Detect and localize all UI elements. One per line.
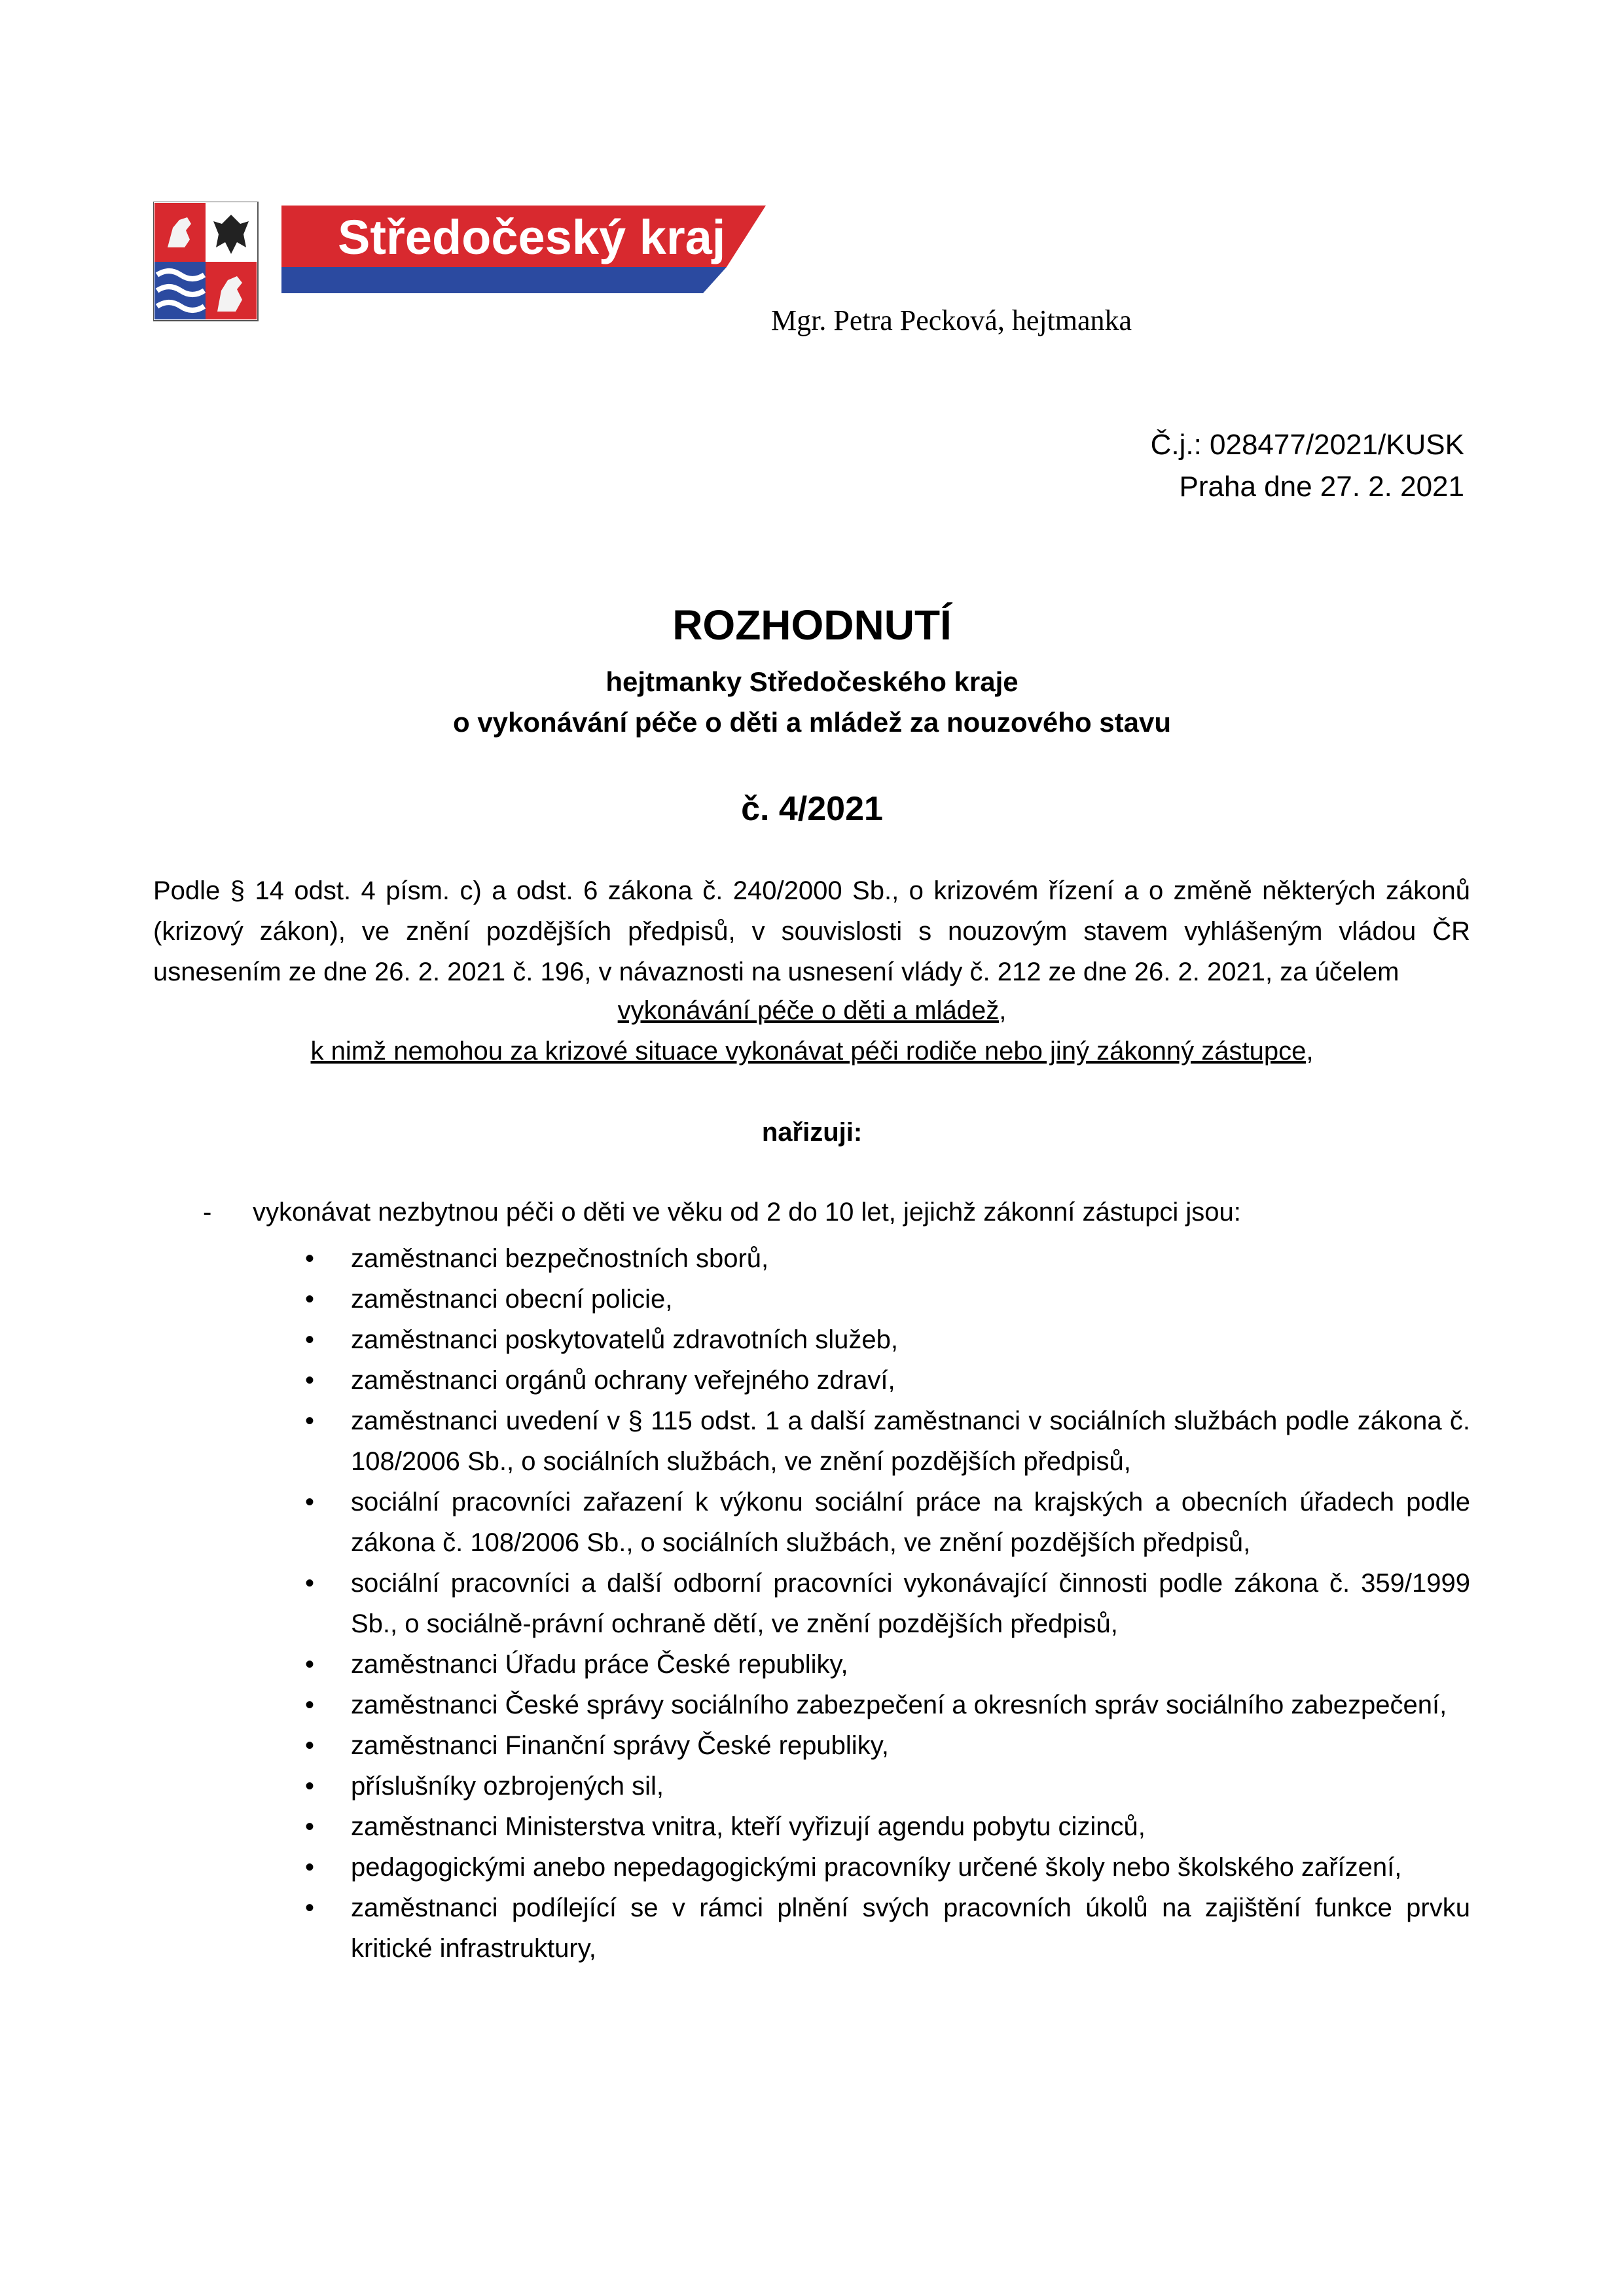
- purpose-line-2: k nimž nemohou za krizové situace vykonávat péči rodiče nebo jiný zákonný zástupce,: [310, 1037, 1314, 1066]
- bullet-icon: •: [305, 1772, 315, 1801]
- order-heading: nařizuji:: [761, 1118, 863, 1147]
- list-item: [301, 1806, 1470, 1847]
- list-item-text: sociální pracovníci a další odborní pracovníci vykonávající činnosti podle zákona č. 359/1999 Sb., o sociálně-právní ochraně dětí, ve znění pozdějších předpisů,: [351, 1569, 1470, 1638]
- bullet-list: [301, 1238, 1470, 1969]
- reference-block: [1151, 424, 1464, 508]
- bullet-icon: •: [305, 1650, 315, 1679]
- purpose-line-1: vykonávání péče o děti a mládež,: [617, 996, 1007, 1025]
- list-item-text: příslušníky ozbrojených sil,: [351, 1772, 664, 1801]
- list-item: [301, 1888, 1470, 1969]
- list-item: [301, 1847, 1470, 1888]
- bullet-icon: •: [305, 1691, 315, 1719]
- document-title: ROZHODNUTÍ: [672, 601, 952, 649]
- document-subtitle-2: o vykonávání péče o děti a mládež za nouzového stavu: [453, 707, 1171, 738]
- list-item-text: zaměstnanci poskytovatelů zdravotních služeb,: [351, 1325, 898, 1354]
- list-item: [301, 1279, 1470, 1319]
- list-item-text: zaměstnanci Úřadu práce České republiky,: [351, 1650, 848, 1679]
- coat-of-arms-icon: [153, 202, 258, 321]
- bullet-icon: •: [305, 1731, 315, 1760]
- bullet-icon: •: [305, 1569, 315, 1598]
- dash-marker: -: [203, 1198, 212, 1227]
- document-subtitle-1: hejtmanky Středočeského kraje: [605, 666, 1019, 697]
- list-item: [301, 1482, 1470, 1563]
- list-item-text: zaměstnanci Ministerstva vnitra, kteří vyřizují agendu pobytu cizinců,: [351, 1812, 1146, 1841]
- bullet-icon: •: [305, 1244, 315, 1273]
- bullet-icon: •: [305, 1853, 315, 1882]
- dash-item-text: vykonávat nezbytnou péči o děti ve věku od 2 do 10 let, jejichž zákonní zástupci jsou:: [253, 1198, 1241, 1227]
- list-item: [301, 1685, 1470, 1725]
- document-number: č. 4/2021: [741, 790, 883, 828]
- list-item-text: zaměstnanci České správy sociálního zabezpečení a okresních správ sociálního zabezpečení,: [351, 1691, 1447, 1719]
- document-date: Praha dne 27. 2. 2021: [1179, 471, 1464, 503]
- list-item: [301, 1319, 1470, 1360]
- list-item: [301, 1563, 1470, 1644]
- list-item-text: zaměstnanci obecní policie,: [351, 1285, 673, 1314]
- list-item-text: zaměstnanci uvedení v § 115 odst. 1 a další zaměstnanci v sociálních službách podle zákona č. 108/2006 Sb., o sociálních službách, ve znění pozdějších předpisů,: [351, 1407, 1470, 1476]
- list-item: [301, 1360, 1470, 1401]
- list-item-text: zaměstnanci podílející se v rámci plnění svých pracovních úkolů na zajištění funkce prvku kritické infrastruktury,: [351, 1893, 1470, 1963]
- list-item: [301, 1725, 1470, 1766]
- list-item: [301, 1401, 1470, 1482]
- bullet-icon: •: [305, 1366, 315, 1395]
- logo-text: Středočeský kraj: [338, 210, 726, 264]
- bullet-icon: •: [305, 1407, 315, 1435]
- list-item-text: pedagogickými anebo nepedagogickými pracovníky určené školy nebo školského zařízení,: [351, 1853, 1402, 1882]
- reference-number: Č.j.: 028477/2021/KUSK: [1150, 429, 1464, 461]
- bullet-icon: •: [305, 1285, 315, 1314]
- list-item: [301, 1644, 1470, 1685]
- list-item-text: sociální pracovníci zařazení k výkonu sociální práce na krajských a obecních úřadech podle zákona č. 108/2006 Sb., o sociálních službách, ve znění pozdějších předpisů,: [351, 1488, 1470, 1557]
- list-item: [301, 1238, 1470, 1279]
- list-item-text: zaměstnanci orgánů ochrany veřejného zdraví,: [351, 1366, 895, 1395]
- list-item: [301, 1766, 1470, 1806]
- intro-paragraph: Podle § 14 odst. 4 písm. c) a odst. 6 zákona č. 240/2000 Sb., o krizovém řízení a o změně některých zákonů (krizový zákon), ve znění pozdějších předpisů, v souvislosti s nouzovým stavem vyhlášeným vládou ČR usnesením ze dne 26. 2. 2021 č. 196, v návaznosti na usnesení vlády č. 212 ze dne 26. 2. 2021, za účelem: [153, 876, 1470, 986]
- bullet-icon: •: [305, 1325, 315, 1354]
- signatory: Mgr. Petra Pecková, hejtmanka: [771, 304, 1132, 336]
- bullet-icon: •: [305, 1893, 315, 1922]
- list-item-text: zaměstnanci Finanční správy České republiky,: [351, 1731, 889, 1760]
- region-logo: [153, 202, 766, 326]
- bullet-icon: •: [305, 1488, 315, 1516]
- bullet-icon: •: [305, 1812, 315, 1841]
- list-item-text: zaměstnanci bezpečnostních sborů,: [351, 1244, 769, 1273]
